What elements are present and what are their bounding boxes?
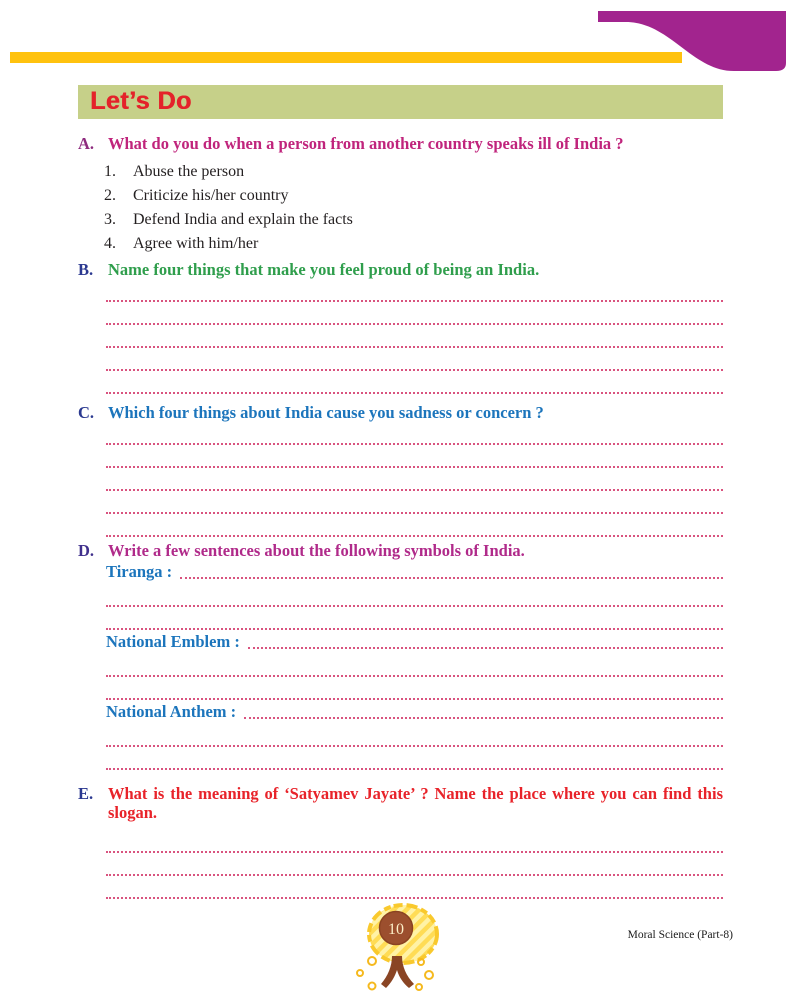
option-2-number: 2.	[104, 187, 116, 204]
symbol-anthem-row	[106, 700, 723, 724]
answer-line	[106, 279, 723, 302]
option-2	[104, 184, 723, 208]
corner-ribbon-shape	[598, 11, 786, 71]
answer-line	[180, 577, 723, 579]
answer-line	[106, 654, 723, 677]
answer-line	[248, 647, 723, 649]
answer-line	[106, 830, 723, 853]
question-b	[78, 260, 723, 394]
option-3	[104, 208, 723, 232]
symbol-emblem-label: National Emblem :	[106, 632, 240, 651]
answer-line	[244, 717, 723, 719]
question-c-answer-lines	[78, 422, 723, 537]
tiranga-answer-lines	[78, 584, 723, 630]
corner-ribbon	[596, 10, 788, 73]
question-b-heading	[78, 260, 723, 279]
title-banner	[78, 85, 723, 119]
emblem-answer-lines	[78, 654, 723, 700]
question-d-heading	[78, 541, 723, 560]
option-1-text: Abuse the person	[133, 163, 245, 180]
tree-bubble	[368, 957, 376, 965]
question-a-text: What do you do when a person from another country speaks ill of India ?	[108, 134, 624, 153]
question-c-text: Which four things about India cause you sadness or concern ?	[108, 403, 544, 422]
page-number-tree	[345, 898, 457, 998]
answer-line	[106, 371, 723, 394]
tree-bubble	[418, 959, 424, 965]
question-a-label: A.	[78, 134, 95, 153]
answer-line	[106, 853, 723, 876]
option-4-number: 4.	[104, 235, 116, 252]
question-a	[78, 134, 723, 256]
question-e	[78, 784, 723, 899]
book-imprint: Moral Science (Part-8)	[627, 929, 733, 941]
answer-line	[106, 302, 723, 325]
question-e-heading	[78, 784, 723, 822]
option-2-text: Criticize his/her country	[133, 187, 289, 204]
answer-line	[106, 876, 723, 899]
page-number: 10	[388, 921, 404, 938]
tree-bubble	[357, 970, 363, 976]
answer-line	[106, 491, 723, 514]
option-1-number: 1.	[104, 163, 116, 180]
answer-line	[106, 607, 723, 630]
tree-bubble	[369, 983, 376, 990]
question-e-answer-lines	[78, 830, 723, 899]
option-4-text: Agree with him/her	[133, 235, 259, 252]
option-4	[104, 232, 723, 256]
question-c-label: C.	[78, 403, 95, 422]
answer-line	[106, 584, 723, 607]
tree-bubble	[425, 971, 433, 979]
question-d-label: D.	[78, 541, 95, 560]
option-3-text: Defend India and explain the facts	[133, 211, 353, 228]
answer-line	[106, 724, 723, 747]
anthem-answer-lines	[78, 724, 723, 770]
question-e-text: What is the meaning of ‘Satyamev Jayate’ ? Name the place where you can find this slogan.	[108, 784, 723, 822]
tree-bubble	[416, 984, 422, 990]
option-1	[104, 160, 723, 184]
question-b-label: B.	[78, 260, 94, 279]
answer-line	[106, 325, 723, 348]
question-c-heading	[78, 403, 723, 422]
page-title: Let’s Do	[90, 87, 192, 115]
question-b-answer-lines	[78, 279, 723, 394]
question-c	[78, 403, 723, 537]
answer-line	[106, 677, 723, 700]
answer-line	[106, 445, 723, 468]
question-a-options	[104, 160, 723, 256]
answer-line	[106, 422, 723, 445]
worksheet-content	[78, 131, 723, 899]
answer-line	[106, 468, 723, 491]
question-d	[78, 541, 723, 770]
answer-line	[106, 348, 723, 371]
symbol-anthem-label: National Anthem :	[106, 702, 237, 721]
symbol-tiranga-label: Tiranga :	[106, 562, 173, 581]
answer-line	[106, 747, 723, 770]
question-d-text: Write a few sentences about the following symbols of India.	[108, 541, 525, 560]
symbol-tiranga-row	[106, 560, 723, 584]
symbol-emblem-row	[106, 630, 723, 654]
option-3-number: 3.	[104, 211, 116, 228]
answer-line	[106, 514, 723, 537]
question-e-label: E.	[78, 784, 94, 803]
top-yellow-rule	[10, 52, 682, 63]
question-b-text: Name four things that make you feel proud of being an India.	[108, 260, 540, 279]
question-a-heading	[78, 134, 723, 153]
